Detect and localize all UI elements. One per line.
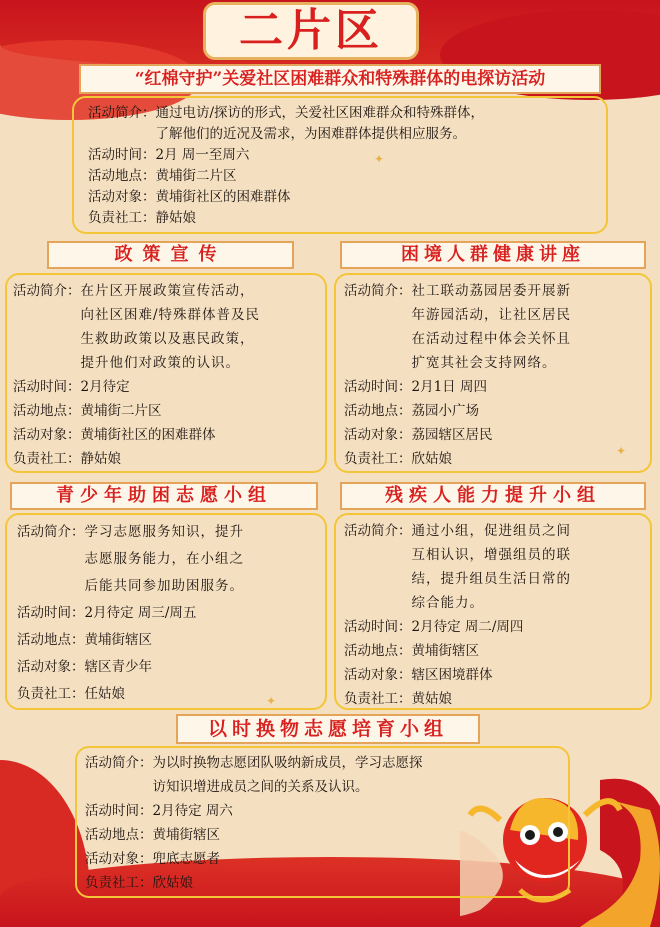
section-card-disability (334, 513, 652, 710)
section-title-disability: 残疾人能力提升小组 (340, 482, 646, 510)
section-card-health-lecture (334, 273, 652, 473)
time-row: 活动时间： 2月待定 周六 (85, 803, 233, 819)
place-row: 活动地点： 黄埔街二片区 (13, 403, 162, 419)
section-title-policy: 政策宣传 (47, 241, 294, 269)
place-row: 活动地点： 黄埔街辖区 (17, 632, 152, 648)
time-row: 活动时间： 2月1日 周四 (344, 379, 487, 395)
target-row: 活动对象： 黄埔街社区的困难群体 (13, 427, 216, 443)
target-row: 活动对象： 荔园辖区居民 (344, 427, 493, 443)
target-row: 活动对象： 黄埔街社区的困难群体 (88, 189, 291, 205)
intro-text: 社工联动荔园居委开展新 年游园活动，让社区居民 在活动过程中体会关怀且 扩宽其社会支持网络。 (411, 283, 571, 371)
target-row: 活动对象： 兜底志愿者 (85, 851, 220, 867)
section-title-youth-volunteer: 青少年助困志愿小组 (10, 482, 318, 510)
intro-row: 活动简介： 学习志愿服务知识，提升 志愿服务能力，在小组之 后能共同参加助困服务。 (17, 519, 319, 600)
section-card-youth-volunteer (5, 513, 327, 710)
time-row: 活动时间： 2月待定 (13, 379, 130, 395)
worker-row: 负责社工： 黄姑娘 (344, 691, 452, 707)
intro-text: 通过小组，促进组员之间 互相认识，增强组员的联 结，提升组员生活日常的 综合能力。 (411, 523, 571, 611)
time-row: 活动时间： 2月待定 周三/周五 (17, 605, 197, 621)
section-title-time-exchange: 以时换物志愿培育小组 (176, 714, 480, 744)
section-title-phone-visit: “红棉守护”关爱社区困难群众和特殊群体的电探访活动 (79, 64, 601, 94)
intro-row (88, 103, 596, 145)
target-row: 活动对象： 辖区青少年 (17, 659, 152, 675)
place-row: 活动地点： 黄埔街辖区 (344, 643, 479, 659)
sparkle-icon: ✦ (266, 694, 277, 708)
section-card-policy (5, 273, 327, 473)
intro-text: 通过电访/探访的形式，关爱社区困难群众和特殊群体， 了解他们的近况及需求，为困难群体提供相应服务。 (155, 105, 485, 142)
intro-label: 活动简介： (88, 105, 156, 121)
target-row: 活动对象： 辖区困境群体 (344, 667, 493, 683)
section-card-time-exchange (75, 746, 570, 898)
intro-text: 在片区开展政策宣传活动， 向社区困难/特殊群体普及民 生救助政策以及惠民政策， 提升他们对政策的认识。 (80, 283, 261, 371)
worker-row: 负责社工： 欣姑娘 (85, 875, 193, 891)
intro-row: 活动简介： 通过小组，促进组员之间 互相认识，增强组员的联 结，提升组员生活日常的 综合能力。 (344, 519, 644, 615)
worker-row: 负责社工： 静姑娘 (88, 210, 196, 226)
intro-row: 活动简介： 在片区开展政策宣传活动， 向社区困难/特殊群体普及民 生救助政策以及惠民政策， 提升他们对政策的认识。 (13, 279, 319, 375)
place-row: 活动地点： 黄埔街二片区 (88, 168, 237, 184)
place-row: 活动地点： 黄埔街辖区 (85, 827, 220, 843)
sparkle-icon: ✦ (616, 444, 627, 458)
worker-row: 负责社工： 任姑娘 (17, 686, 125, 702)
intro-row: 活动简介： 社工联动荔园居委开展新 年游园活动，让社区居民 在活动过程中体会关怀且 扩宽其社会支持网络。 (344, 279, 644, 375)
intro-text: 为以时换物志愿团队吸纳新成员，学习志愿探 访知识增进成员之间的关系及认识。 (152, 755, 423, 795)
time-row: 活动时间： 2月 周一至周六 (88, 147, 250, 163)
intro-row: 活动简介： 为以时换物志愿团队吸纳新成员，学习志愿探 访知识增进成员之间的关系及认识。 (85, 751, 562, 799)
section-card-phone-visit (72, 96, 608, 234)
time-row: 活动时间： 2月待定 周二/周四 (344, 619, 524, 635)
worker-row: 负责社工： 欣姑娘 (344, 451, 452, 467)
worker-row: 负责社工： 静姑娘 (13, 451, 121, 467)
section-title-health-lecture: 困境人群健康讲座 (340, 241, 646, 269)
intro-text: 学习志愿服务知识，提升 志愿服务能力，在小组之 后能共同参加助困服务。 (84, 524, 244, 594)
page-title: 二片区 (203, 2, 419, 60)
place-row: 活动地点： 荔园小广场 (344, 403, 479, 419)
sparkle-icon: ✦ (374, 152, 385, 166)
